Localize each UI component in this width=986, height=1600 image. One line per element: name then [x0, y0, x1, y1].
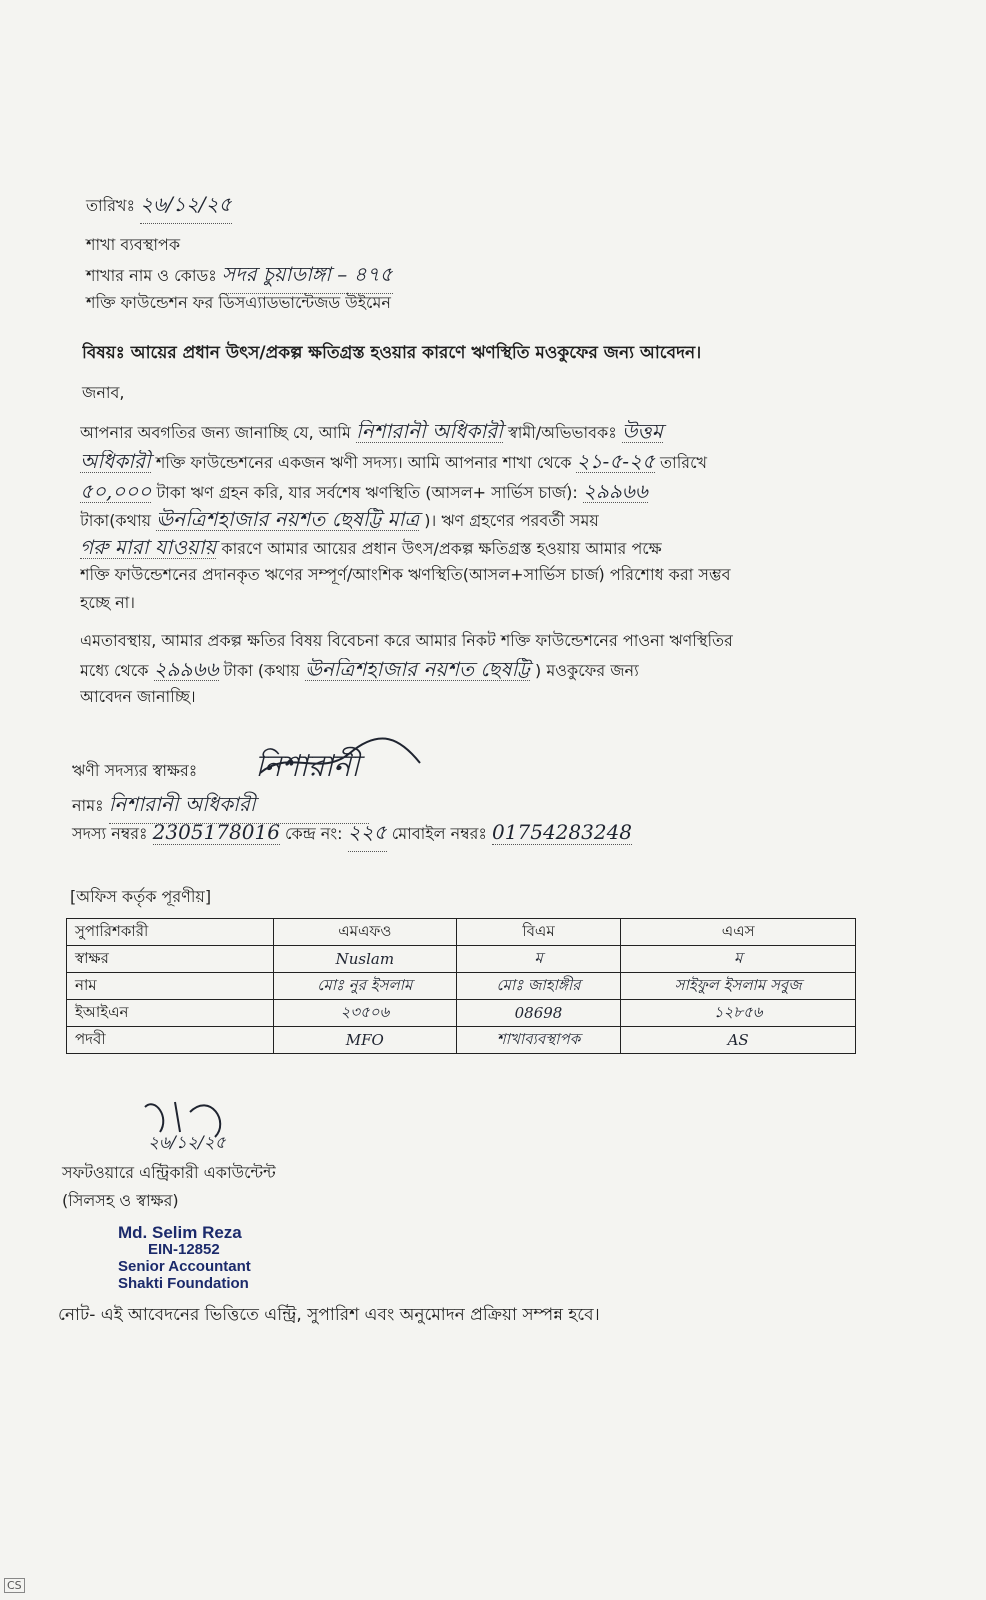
member-signature-stroke [250, 728, 430, 788]
applicant-name: নিশারানী অধিকারী [355, 420, 503, 443]
recommendation-table [66, 918, 856, 1054]
table-row [67, 973, 856, 1000]
scanner-mark: CS [4, 1578, 25, 1593]
para2-text: ) মওকুফের জন্য [535, 661, 639, 680]
para1-text: টাকা(কথায় [80, 511, 152, 530]
table-cell: 08698 [456, 1000, 621, 1027]
table-header-row [67, 919, 856, 946]
table-header-cell: বিএম [456, 919, 621, 946]
table-row [67, 1027, 856, 1054]
table-cell: ইআইএন [67, 1000, 274, 1027]
table-cell: পদবী [67, 1027, 274, 1054]
loan-amount: ৫০,০০০ [80, 480, 152, 503]
para2-line2 [80, 658, 865, 682]
member-id-line [72, 818, 632, 852]
table-cell: AS [621, 1027, 856, 1054]
para1-line1 [80, 420, 865, 444]
stamp-name: Md. Selim Reza [118, 1223, 242, 1242]
member-id-label: সদস্য নম্বরঃ [72, 824, 148, 843]
subject-line: বিষয়ঃ আয়ের প্রধান উৎস/প্রকল্প ক্ষতিগ্রস্ত হওয়ার কারণে ঋণস্থিতি মওকুফের জন্য আবেদন। [82, 343, 702, 363]
table-header-cell: এএস [621, 919, 856, 946]
table-header-cell: এমএফও [274, 919, 457, 946]
branch-value: সদর চুয়াডাঙ্গা – ৪৭৫ [222, 260, 393, 294]
para1-line3 [80, 480, 865, 504]
stamp-org: Shakti Foundation [118, 1275, 249, 1292]
table-cell: সাইফুল ইসলাম সবুজ [621, 973, 856, 1000]
para2-text: মধ্যে থেকে [80, 661, 149, 680]
date-label: তারিখঃ [86, 196, 136, 215]
footnote: নোট- এই আবেদনের ভিত্তিতে এন্ট্রি, সুপারিশ এবং অনুমোদন প্রক্রিয়া সম্পন্ন হবে। [58, 1305, 600, 1325]
salutation: জনাব, [82, 383, 125, 402]
table-cell: নাম [67, 973, 274, 1000]
loan-date: ২১-৫-২৫ [576, 450, 655, 473]
member-id: 2305178016 [152, 820, 280, 844]
table-cell: ম [456, 946, 621, 973]
waiver-in-words: ঊনত্রিশহাজার নয়শত ছেষট্টি [304, 658, 530, 681]
accountant-initials-date: ২৬/১২/২৫ [148, 1133, 226, 1153]
mobile-label: মোবাইল নম্বরঃ [391, 824, 487, 843]
member-sign-label: ঋণী সদস্যর স্বাক্ষরঃ [72, 761, 198, 780]
para1-text: আপনার অবগতির জন্য জানাচ্ছি যে, আমি [80, 423, 351, 442]
para2-line3: আবেদন জানাচ্ছি। [80, 687, 196, 706]
amount-in-words: ঊনত্রিশহাজার নয়শত ছেষট্টি মাত্র [156, 508, 420, 531]
guardian-surname: অধিকারী [80, 450, 151, 473]
para1-text: )। ঋণ গ্রহণের পরবর্তী সময় [424, 511, 599, 530]
outstanding-amount: ২৯৯৬৬ [582, 480, 648, 503]
waiver-amount: ২৯৯৬৬ [153, 658, 219, 681]
organization-name: শক্তি ফাউন্ডেশন ফর ডিসএ্যাডভান্টেজড উইমেন [86, 293, 391, 312]
para1-text: টাকা ঋণ গ্রহন করি, যার সর্বশেষ ঋণস্থিতি (আসল+ সার্ভিস চার্জ): [156, 483, 578, 502]
table-cell: ২৩৫০৬ [274, 1000, 457, 1027]
date-line [86, 190, 232, 224]
stamp-title: Senior Accountant [118, 1258, 251, 1275]
table-cell: ১২৮৫৬ [621, 1000, 856, 1027]
para1-text: কারণে আমার আয়ের প্রধান উৎস/প্রকল্প ক্ষতিগ্রস্ত হওয়ায় আমার পক্ষে [221, 539, 662, 558]
branch-line [86, 260, 393, 294]
para1-line7: হচ্ছে না। [80, 593, 135, 612]
table-header-cell: সুপারিশকারী [67, 919, 274, 946]
mobile-number: 01754283248 [492, 820, 633, 844]
accountant-sublabel: (সিলসহ ও স্বাক্ষর) [62, 1191, 179, 1210]
office-use-heading: [অফিস কর্তৃক পূরণীয়] [70, 887, 212, 906]
table-cell: Nuslam [274, 946, 457, 973]
table-cell: মোঃ জাহাঙ্গীর [456, 973, 621, 1000]
center-label: কেন্দ্র নং: [285, 824, 343, 843]
para1-text: তারিখে [660, 453, 708, 472]
table-row [67, 946, 856, 973]
branch-label: শাখার নাম ও কোডঃ [86, 266, 217, 285]
recipient-title: শাখা ব্যবস্থাপক [86, 235, 181, 254]
table-cell: ম [621, 946, 856, 973]
stamp-ein: EIN-12852 [148, 1241, 220, 1258]
accountant-label: সফটওয়ারে এন্ট্রিকারী একাউন্টেন্ট [62, 1163, 276, 1182]
member-name: নিশারানী অধিকারী [109, 790, 369, 824]
table-cell: শাখাব্যবস্থাপক [456, 1027, 621, 1054]
table-cell: MFO [274, 1027, 457, 1054]
para1-text: শক্তি ফাউন্ডেশনের একজন ঋণী সদস্য। আমি আপনার শাখা থেকে [155, 453, 572, 472]
para2-text: টাকা (কথায় [223, 661, 300, 680]
para1-line4 [80, 508, 865, 532]
accountant-stamp [118, 1224, 251, 1292]
para1-line5 [80, 536, 865, 560]
para2-line1: এমতাবস্থায়, আমার প্রকল্প ক্ষতির বিষয় বিবেচনা করে আমার নিকট শক্তি ফাউন্ডেশনের পাওনা ঋণস্থিতির [80, 631, 733, 650]
table-cell: মোঃ নুর ইসলাম [274, 973, 457, 1000]
para1-line2 [80, 450, 865, 474]
guardian-label: স্বামী/অভিভাবকঃ [507, 423, 617, 442]
guardian-name: উত্তম [621, 420, 663, 443]
member-sign-line [72, 758, 197, 785]
loss-cause: গরু মারা যাওয়ায় [80, 536, 217, 559]
table-cell: স্বাক্ষর [67, 946, 274, 973]
table-row [67, 1000, 856, 1027]
member-signature: নিশারানী [255, 749, 360, 784]
para1-line6: শক্তি ফাউন্ডেশনের প্রদানকৃত ঋণের সম্পূর্ণ/আংশিক ঋণস্থিতি(আসল+সার্ভিস চার্জ) পরিশোধ করা সম্ভব [80, 565, 731, 584]
date-value: ২৬/১২/২৫ [140, 190, 231, 224]
member-name-label: নামঃ [72, 796, 104, 815]
center-number: ২২৫ [348, 818, 387, 852]
